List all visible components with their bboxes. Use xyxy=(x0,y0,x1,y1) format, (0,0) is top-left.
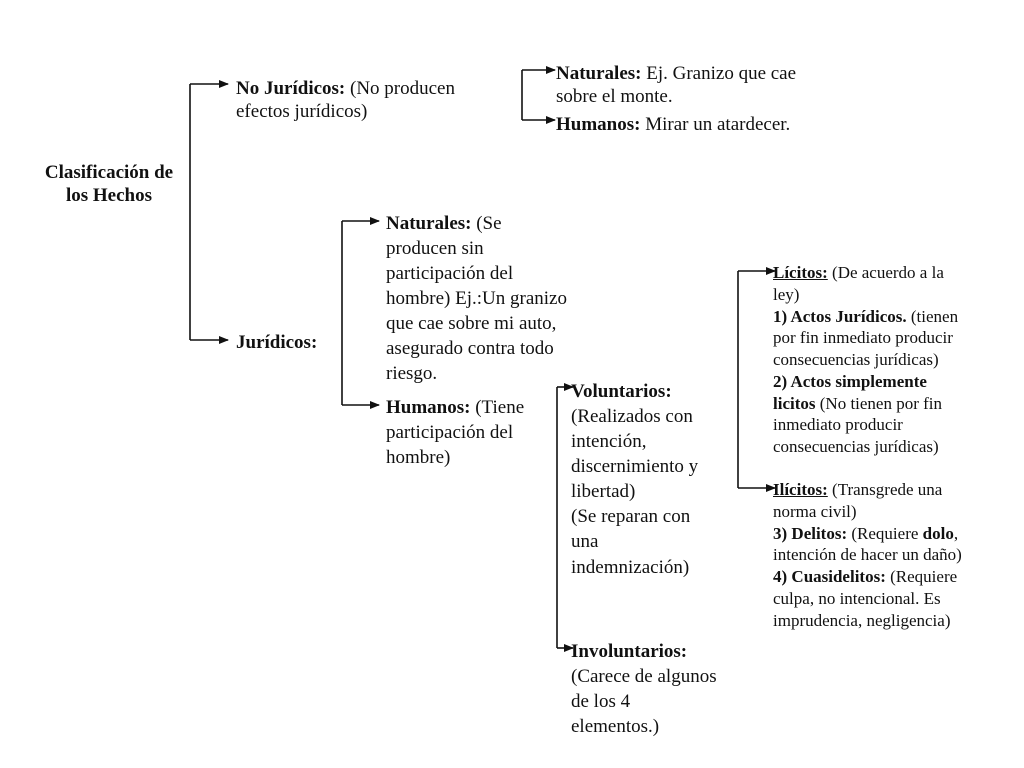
licitos-title: Lícitos: xyxy=(773,263,828,282)
j-naturales-line: asegurado contra todo xyxy=(386,338,554,360)
no-juridicos-desc-b: efectos jurídicos) xyxy=(236,101,368,123)
nj-naturales-title: Naturales: xyxy=(556,63,642,84)
j-naturales-line: riesgo. xyxy=(386,363,438,385)
voluntarios-line: (Se reparan con xyxy=(571,506,691,528)
licitos-item2-line: (No tienen por fin xyxy=(815,393,943,413)
licitos-item1-line: por fin inmediato producir xyxy=(773,328,953,348)
licitos-desc-a: (De acuerdo a la xyxy=(827,263,944,282)
voluntarios-title: Voluntarios: xyxy=(571,381,672,402)
licitos-node xyxy=(773,262,1013,458)
voluntarios-branch-connector xyxy=(738,271,775,488)
j-naturales-title: Naturales: xyxy=(386,213,472,234)
j-naturales-line: producen sin xyxy=(386,238,484,260)
j-naturales-line: (Se xyxy=(471,213,502,234)
j-naturales-line: que cae sobre mi auto, xyxy=(386,313,557,335)
j-humanos-line: participación del xyxy=(386,422,514,444)
ilicitos-node xyxy=(773,479,1013,631)
licitos-desc-b: ley) xyxy=(773,284,800,304)
licitos-item2-title-a: 2) Actos simplemente xyxy=(773,371,927,391)
ilicitos-title: Ilícitos: xyxy=(773,480,828,499)
voluntarios-line: libertad) xyxy=(571,481,636,503)
root-line-1: Clasificación de xyxy=(44,162,174,183)
j-humanos-line: (Tiene xyxy=(470,397,525,418)
voluntarios-line: intención, xyxy=(571,431,647,453)
ilicitos-item3-a: (Requiere xyxy=(847,523,923,543)
no-juridicos-desc-a: (No producen xyxy=(345,78,455,99)
juridicos-branch-connector xyxy=(342,221,379,405)
voluntarios-line: una xyxy=(571,531,599,553)
voluntarios-line: discernimiento y xyxy=(571,456,699,478)
involuntarios-title: Involuntarios: xyxy=(571,641,688,662)
nj-naturales-desc-a: Ej. Granizo que cae xyxy=(641,63,797,84)
ilicitos-desc-b: norma civil) xyxy=(773,501,857,521)
voluntarios-line: indemnización) xyxy=(571,556,690,578)
voluntarios-node xyxy=(571,379,698,580)
licitos-item2-title-b: licitos xyxy=(773,393,816,413)
ilicitos-item4-title: 4) Cuasidelitos: xyxy=(773,567,886,586)
involuntarios-line: (Carece de algunos xyxy=(571,666,717,688)
nj-humanos-desc: Mirar un atardecer. xyxy=(640,114,791,135)
involuntarios-line: de los 4 xyxy=(571,691,631,713)
no-juridicos-node xyxy=(236,77,455,123)
involuntarios-line: elementos.) xyxy=(571,716,660,738)
root-node xyxy=(30,161,188,207)
no-juridicos-branch-connector xyxy=(522,70,555,120)
ilicitos-item4-b: culpa, no intencional. Es xyxy=(773,588,941,608)
licitos-item2-line: consecuencias jurídicas) xyxy=(773,437,939,456)
no-juridicos-naturales-node xyxy=(556,62,796,108)
ilicitos-item3-c: intención de hacer un daño) xyxy=(773,545,962,565)
root-branch-connector xyxy=(190,84,228,340)
juridicos-humanos-node xyxy=(386,395,524,470)
licitos-item1-line: consecuencias jurídicas) xyxy=(773,350,939,369)
j-naturales-line: hombre) Ej.:Un granizo xyxy=(386,288,567,310)
j-humanos-title: Humanos: xyxy=(386,397,471,418)
j-humanos-line: hombre) xyxy=(386,447,451,469)
ilicitos-item4-c: imprudencia, negligencia) xyxy=(773,610,951,630)
no-juridicos-humanos-node xyxy=(556,113,790,136)
no-juridicos-title: No Jurídicos: xyxy=(236,78,346,99)
ilicitos-item3-dolo: dolo xyxy=(922,523,954,543)
licitos-item1-title: 1) Actos Jurídicos. xyxy=(773,306,907,326)
juridicos-title: Jurídicos: xyxy=(236,332,318,353)
ilicitos-desc-a: (Transgrede una xyxy=(827,480,943,499)
involuntarios-node xyxy=(571,639,717,739)
nj-naturales-desc-b: sobre el monte. xyxy=(556,86,673,108)
nj-humanos-title: Humanos: xyxy=(556,114,641,135)
licitos-item1-line: (tienen xyxy=(906,306,959,326)
ilicitos-item4-a: (Requiere xyxy=(885,567,958,586)
ilicitos-item3-title: 3) Delitos: xyxy=(773,523,848,543)
voluntarios-line: (Realizados con xyxy=(571,406,693,428)
ilicitos-item3-b: , xyxy=(953,523,959,543)
root-line-2: los Hechos xyxy=(65,185,153,207)
licitos-item2-line: inmediato producir xyxy=(773,415,903,435)
j-naturales-line: participación del xyxy=(386,263,514,285)
juridicos-naturales-node xyxy=(386,211,567,387)
juridicos-node xyxy=(236,331,317,354)
